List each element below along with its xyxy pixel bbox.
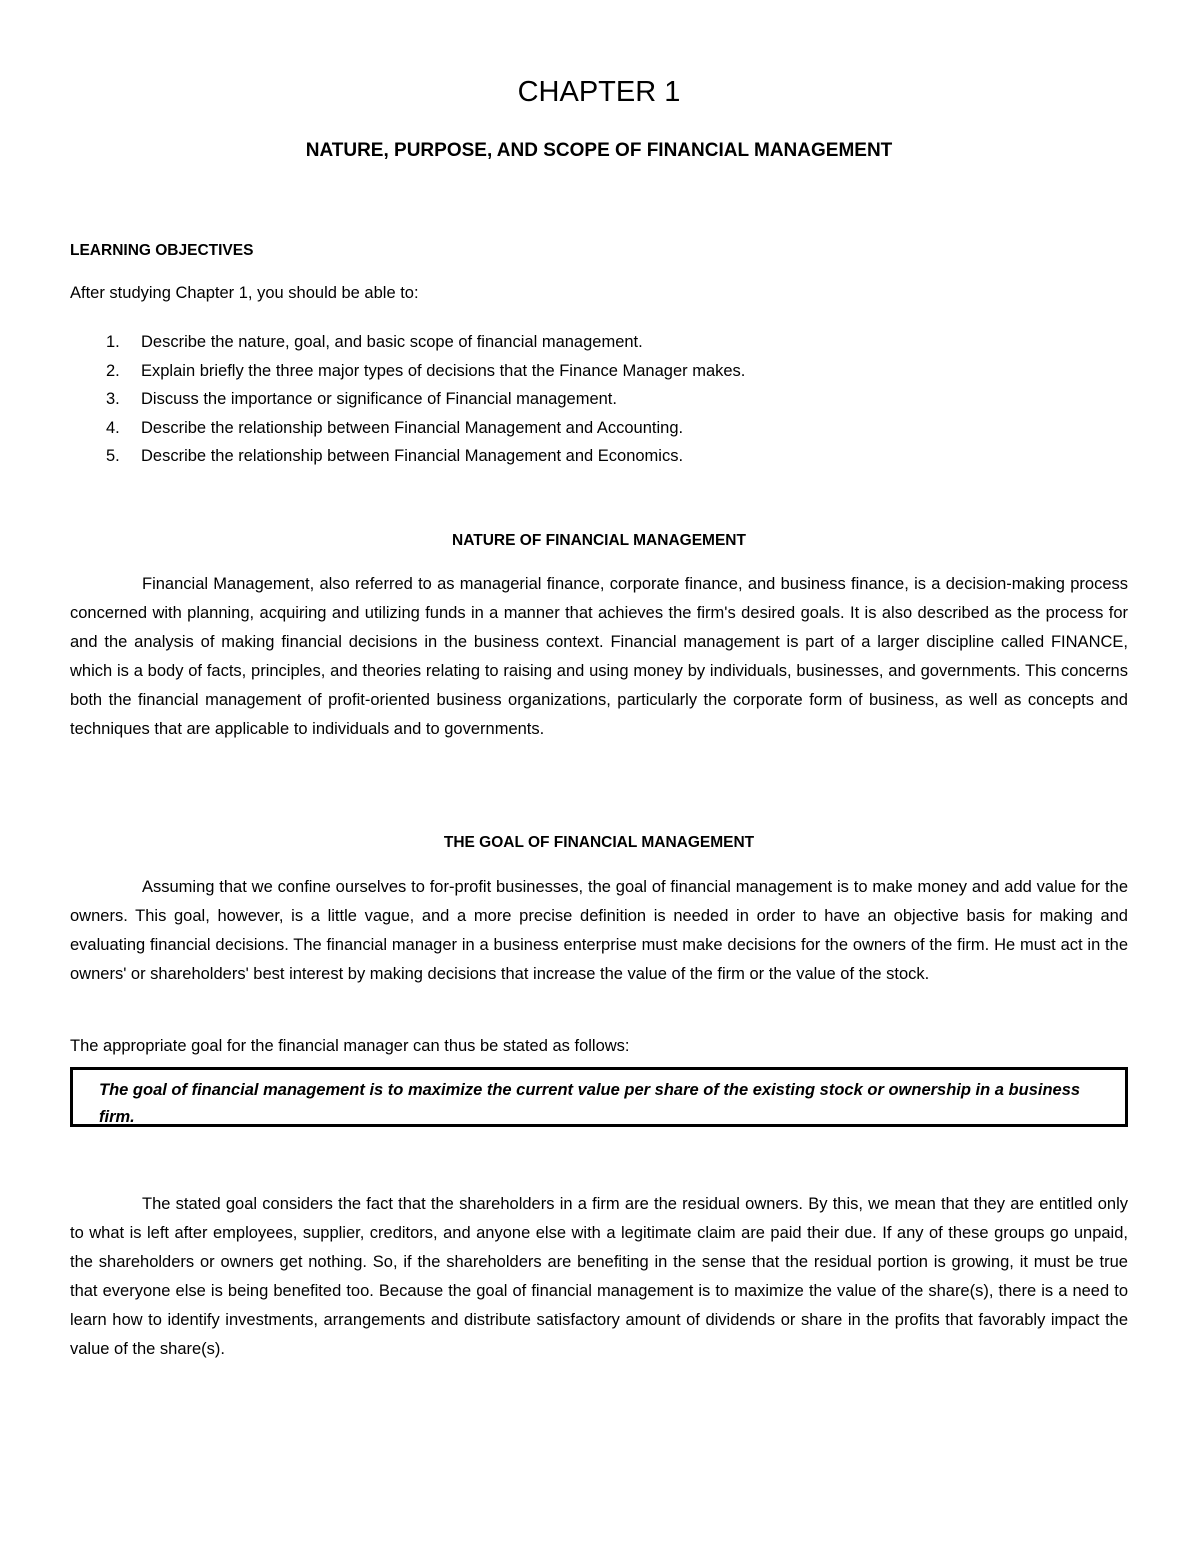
chapter-title: CHAPTER 1 [517, 76, 681, 108]
objective-text: Describe the relationship between Financial Management and Economics. [141, 447, 684, 465]
nature-heading: NATURE OF FINANCIAL MANAGEMENT [452, 532, 746, 549]
objective-number: 3. [106, 390, 120, 408]
objective-item [70, 442, 1128, 471]
learning-objectives-list [70, 328, 1128, 471]
objective-item [70, 357, 1128, 386]
objective-text: Describe the relationship between Financial Management and Accounting. [141, 418, 684, 437]
objective-number: 4. [106, 418, 120, 437]
objective-text: Explain briefly the three major types of decisions that the Finance Manager makes. [141, 361, 746, 380]
objective-number: 2. [106, 361, 120, 380]
goal-explanation: The stated goal considers the fact that the shareholders in a firm are the residual owners. By this, we mean that they are entitled only to what is left after employees, supplier, creditors, and anyone else with a legitimate claim are paid their due. If any of these groups go unpaid, the shareholders or owners get nothing. So, if the shareholders are benefiting in the sense that the residual portion is growing, it must be true that everyone else is being benefited too. Because the goal of financial management is to maximize the value of the share(s), there is a need to learn how to identify investments, arrangements and distribute satisfactory amount of dividends or share in the profits that favorably impact the value of the share(s). [70, 1195, 1128, 1358]
objective-number: 5. [106, 447, 120, 465]
goal-heading: THE GOAL OF FINANCIAL MANAGEMENT [443, 834, 755, 851]
objective-item [70, 385, 1128, 414]
learning-objectives-heading: LEARNING OBJECTIVES [70, 242, 254, 259]
objective-text: Discuss the importance or significance of Financial management. [141, 390, 617, 408]
nature-paragraph: Financial Management, also referred to as managerial finance, corporate finance, and business finance, is a decision-making process concerned with planning, acquiring and utilizing funds in a manner that achieves the firm's desired goals. It is also described as the process for and the analysis of making financial decisions in the business context. Financial management is part of a larger discipline called FINANCE, which is a body of facts, principles, and theories relating to raising and using money by individuals, businesses, and governments. This concerns both the financial management of profit-oriented business organizations, particularly the corporate form of business, as well as concepts and techniques that are applicable to individuals and to governments. [70, 575, 1128, 738]
goal-statement-box [70, 1067, 1128, 1127]
chapter-subtitle: NATURE, PURPOSE, AND SCOPE OF FINANCIAL MANAGEMENT [305, 140, 893, 161]
goal-paragraph: Assuming that we confine ourselves to for-profit businesses, the goal of financial management is to make money and add value for the owners. This goal, however, is a little vague, and a more precise definition is needed in order to have an objective basis for making and evaluating financial decisions. The financial manager in a business enterprise must make decisions for the owners of the firm. He must act in the owners' or shareholders' best interest by making decisions that increase the value of the firm or the value of the stock. [70, 878, 1128, 983]
objective-text: Describe the nature, goal, and basic scope of financial management. [141, 333, 643, 351]
learning-objectives-intro: After studying Chapter 1, you should be able to: [70, 284, 419, 302]
goal-statement: The goal of financial management is to maximize the current value per share of the existing stock or ownership in a business firm. [99, 1081, 1081, 1126]
objective-item [70, 414, 1128, 443]
document-page [70, 0, 1128, 1553]
objective-number: 1. [106, 333, 120, 351]
goal-lead-in: The appropriate goal for the financial manager can thus be stated as follows: [70, 1037, 630, 1055]
objective-item [70, 328, 1128, 357]
